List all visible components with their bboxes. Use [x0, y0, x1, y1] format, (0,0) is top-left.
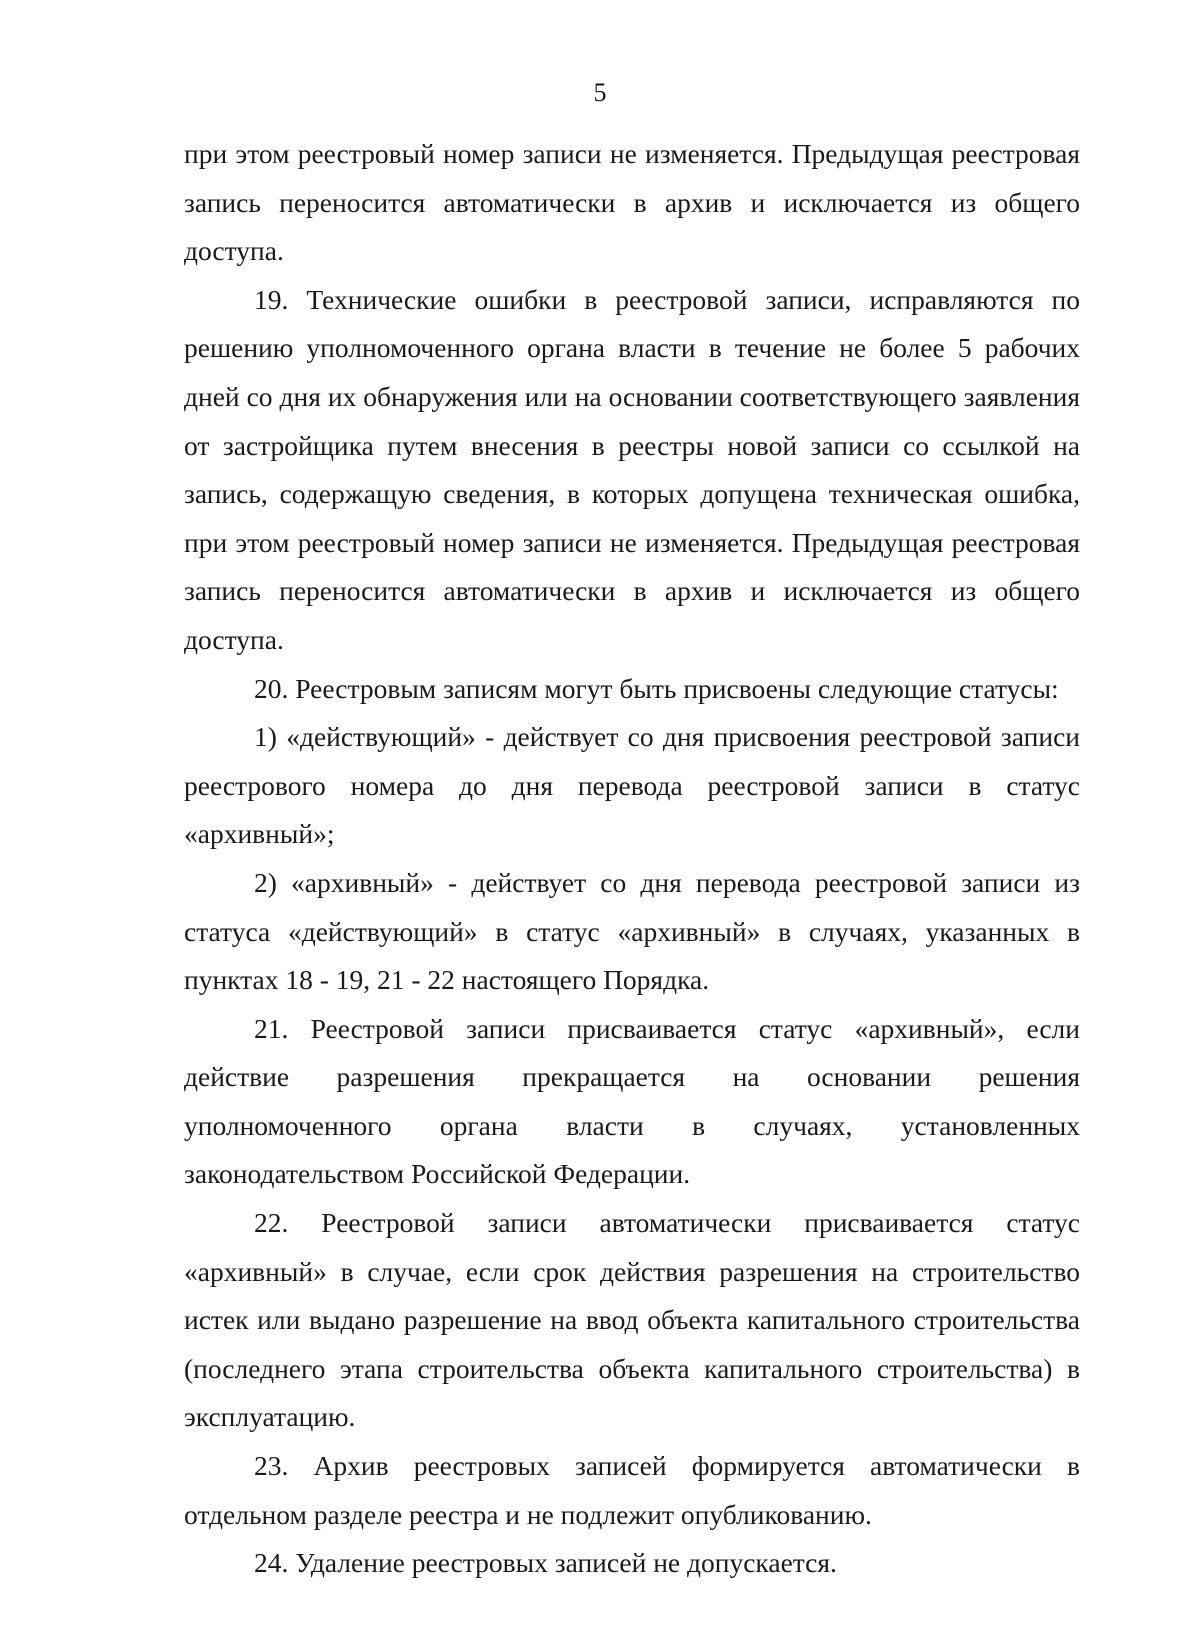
paragraph-item-21: 21. Реестровой записи присваивается статус «архивный», если действие разрешения прекращается на основании решения уполномоченного органа власти в случаях, установленных законодательством Российской Федерации. — [184, 1012, 1080, 1190]
page-number: 5 — [593, 78, 607, 107]
paragraph-item-19: 19. Технические ошибки в реестровой записи, исправляются по решению уполномоченного органа власти в течение не более 5 рабочих дней со дня их обнаружения или на основании соответствующего заявления от застройщика путем внесения в реестры новой записи со ссылкой на запись, содержащую сведения, в которых допущена техническая ошибка, при этом реестровый номер записи не изменяется. Предыдущая реестровая запись переносится автоматически в архив и исключается из общего доступа. — [184, 283, 1080, 655]
paragraph-item-20: 20. Реестровым записям могут быть присвоены следующие статусы: — [254, 672, 1059, 704]
paragraph-item-22: 22. Реестровой записи автоматически присваивается статус «архивный» в случае, если срок действия разрешения на строительство истек или выдано разрешение на ввод объекта капитального строительства (последнего этапа строительства объекта капитального строительства) в эксплуатацию. — [184, 1207, 1080, 1433]
paragraph-item-24: 24. Удаление реестровых записей не допускается. — [254, 1547, 837, 1579]
paragraph-subitem-2: 2) «архивный» - действует со дня перевода реестровой записи из статуса «действующий» в статус «архивный» в случаях, указанных в пунктах 18 - 19, 21 - 22 настоящего Порядка. — [184, 866, 1080, 996]
paragraph-subitem-1: 1) «действующий» - действует со дня присвоения реестровой записи реестрового номера до дня перевода реестровой записи в статус «архивный»; — [184, 721, 1080, 850]
paragraph-item-23: 23. Архив реестровых записей формируется автоматически в отдельном разделе реестра и не подлежит опубликованию. — [184, 1450, 1080, 1530]
paragraph-continuation: при этом реестровый номер записи не изменяется. Предыдущая реестровая запись переносится автоматически в архив и исключается из общего доступа. — [184, 138, 1080, 267]
document-body — [184, 130, 1080, 1588]
